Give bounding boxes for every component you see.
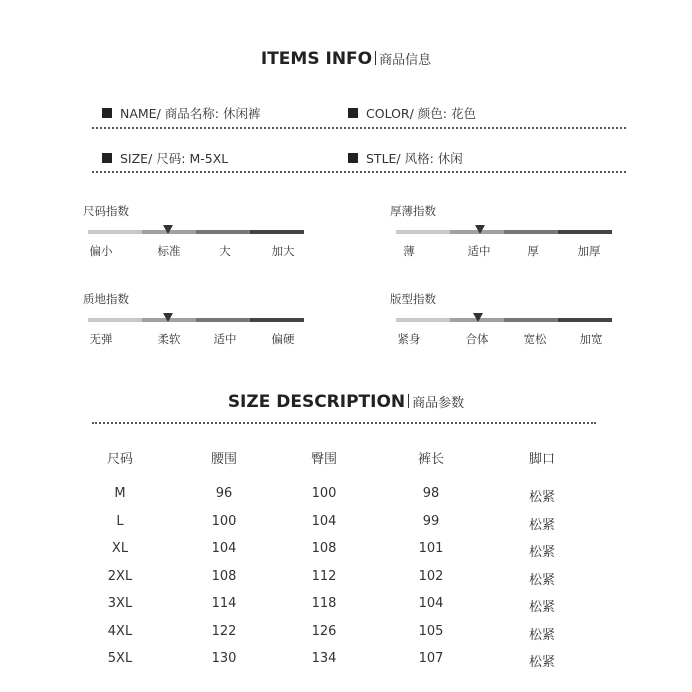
items-info-title-cn: 商品信息 xyxy=(379,53,432,68)
table-cell: 118 xyxy=(311,596,337,611)
info-field-label: COLOR/ 颜色: 花色 xyxy=(366,106,476,121)
table-header-cell: 腰围 xyxy=(210,452,237,467)
size-table xyxy=(70,448,610,679)
scale-label: 加厚 xyxy=(577,244,601,258)
info-field-name xyxy=(102,104,260,122)
scale-size xyxy=(88,230,304,276)
table-cell: 134 xyxy=(311,651,337,666)
table-cell: 松紧 xyxy=(528,490,555,505)
scale-marker-icon xyxy=(163,225,173,234)
table-cell: 2XL xyxy=(107,568,133,584)
table-cell: 松紧 xyxy=(528,545,555,560)
scale-marker-icon xyxy=(475,225,485,234)
info-field-color xyxy=(348,104,476,122)
table-cell: 4XL xyxy=(107,623,133,639)
title-separator xyxy=(408,394,409,408)
table-cell: 松紧 xyxy=(528,627,555,643)
table-cell: 100 xyxy=(311,486,337,501)
table-cell: 3XL xyxy=(107,596,133,611)
table-row xyxy=(70,596,610,624)
scale-label: 适中 xyxy=(213,332,237,346)
table-cell: 松紧 xyxy=(528,655,555,670)
scale-label: 紧身 xyxy=(397,332,421,346)
info-field-style xyxy=(348,149,463,167)
table-cell: 5XL xyxy=(107,651,133,666)
table-cell: 102 xyxy=(418,568,444,584)
scale-segment xyxy=(504,318,558,322)
table-header-cell: 尺码 xyxy=(106,452,133,467)
table-row xyxy=(70,624,610,652)
scale-label: 适中 xyxy=(467,244,491,258)
scale-bar xyxy=(88,318,304,322)
table-cell: 98 xyxy=(422,486,440,501)
table-cell: 松紧 xyxy=(528,600,555,615)
table-cell: 130 xyxy=(211,651,237,666)
scale-bar xyxy=(88,230,304,234)
scale-label: 厚 xyxy=(527,244,539,258)
scale-marker-icon xyxy=(473,313,483,322)
table-cell: 126 xyxy=(311,623,337,639)
scale-segment xyxy=(558,230,612,234)
table-header-row xyxy=(70,448,610,486)
table-cell: 107 xyxy=(418,651,444,666)
scale-title-size: 尺码指数 xyxy=(83,204,129,218)
scale-texture xyxy=(88,318,304,364)
scale-segment xyxy=(558,318,612,322)
dotted-divider xyxy=(92,127,626,129)
table-row xyxy=(70,514,610,542)
size-description-title-en: SIZE DESCRIPTION xyxy=(227,392,406,412)
table-cell: 112 xyxy=(311,568,337,584)
scale-segment xyxy=(196,318,250,322)
table-header-cell: 臀围 xyxy=(310,452,337,467)
scale-segment xyxy=(250,230,304,234)
scale-segment xyxy=(196,230,250,234)
scale-marker-icon xyxy=(163,313,173,322)
table-cell: 122 xyxy=(211,623,237,639)
scale-title-thickness: 厚薄指数 xyxy=(390,204,436,218)
table-header-cell: 裤长 xyxy=(417,452,444,467)
table-cell: 96 xyxy=(215,486,233,501)
scale-label: 偏硬 xyxy=(271,332,295,346)
scale-segment xyxy=(88,230,142,234)
dotted-divider xyxy=(92,422,596,424)
table-row xyxy=(70,486,610,514)
scale-label: 加宽 xyxy=(579,332,603,346)
scale-title-texture: 质地指数 xyxy=(83,292,129,306)
table-cell: 松紧 xyxy=(528,572,555,588)
table-cell: M xyxy=(114,486,126,501)
table-header-cell: 脚口 xyxy=(528,452,555,467)
items-info-title xyxy=(0,49,692,69)
table-cell: 105 xyxy=(418,623,444,639)
table-cell: 104 xyxy=(311,513,337,529)
table-row xyxy=(70,569,610,597)
scale-fit xyxy=(396,318,612,364)
table-cell: 108 xyxy=(311,541,337,556)
square-bullet-icon xyxy=(348,153,358,163)
info-field-label: NAME/ 商品名称: 休闲裤 xyxy=(120,106,261,121)
dotted-divider xyxy=(92,171,626,173)
size-description-title-cn: 商品参数 xyxy=(412,396,465,411)
scale-label: 宽松 xyxy=(523,332,547,346)
square-bullet-icon xyxy=(348,108,358,118)
square-bullet-icon xyxy=(102,108,112,118)
info-field-size xyxy=(102,149,228,167)
table-cell: 114 xyxy=(211,596,237,611)
scale-label: 薄 xyxy=(403,244,415,258)
scale-title-fit: 版型指数 xyxy=(390,292,436,306)
table-cell: 99 xyxy=(422,513,440,529)
table-cell: 松紧 xyxy=(528,517,555,533)
table-cell: 104 xyxy=(418,596,444,611)
scale-label: 无弹 xyxy=(89,332,113,346)
scale-label: 柔软 xyxy=(157,332,181,346)
scale-segment xyxy=(250,318,304,322)
table-cell: 108 xyxy=(211,568,237,584)
table-cell: XL xyxy=(111,541,129,556)
square-bullet-icon xyxy=(102,153,112,163)
scale-thickness xyxy=(396,230,612,276)
scale-label: 大 xyxy=(219,244,231,258)
scale-segment xyxy=(396,230,450,234)
title-separator xyxy=(375,51,376,65)
scale-bar xyxy=(396,230,612,234)
scale-label: 偏小 xyxy=(89,244,113,258)
table-row xyxy=(70,651,610,679)
scale-bar xyxy=(396,318,612,322)
info-field-label: SIZE/ 尺码: M-5XL xyxy=(120,151,229,166)
table-cell: 100 xyxy=(211,513,237,529)
table-cell: L xyxy=(116,513,124,529)
items-info-title-en: ITEMS INFO xyxy=(260,49,373,69)
scale-label: 标准 xyxy=(157,244,181,258)
scale-label: 加大 xyxy=(271,244,295,258)
info-field-label: STLE/ 风格: 休闲 xyxy=(366,151,463,166)
size-description-title xyxy=(0,392,692,412)
table-cell: 104 xyxy=(211,541,237,556)
scale-segment xyxy=(88,318,142,322)
scale-label: 合体 xyxy=(465,332,489,346)
scale-segment xyxy=(396,318,450,322)
table-cell: 101 xyxy=(418,541,444,556)
table-row xyxy=(70,541,610,569)
scale-segment xyxy=(504,230,558,234)
